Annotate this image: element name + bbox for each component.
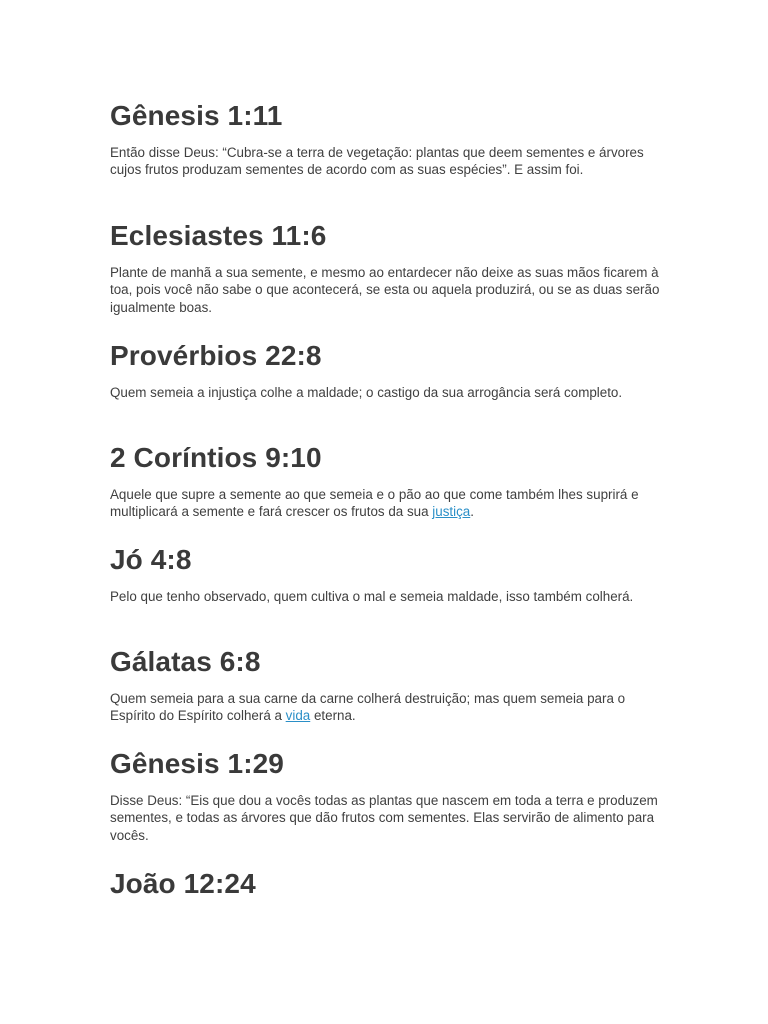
verse-genesis-1-11	[110, 98, 662, 218]
verse-text: Disse Deus: “Eis que dou a vocês todas as plantas que nascem em toda a terra e produzem sementes, e todas as árvores que dão frutos com sementes. Elas servirão de alimento para vocês.	[110, 793, 658, 843]
verse-title: Provérbios 22:8	[110, 340, 322, 371]
verse-title: Gênesis 1:29	[110, 748, 284, 779]
verse-text: Pelo que tenho observado, quem cultiva o mal e semeia maldade, isso também colherá.	[110, 589, 634, 604]
verse-2-corintios-9-10	[110, 440, 662, 542]
verse-title: João 12:24	[110, 868, 256, 899]
verse-text-before: Aquele que supre a semente ao que semeia e o pão ao que come também lhes suprirá e multiplicará a semente e fará crescer os frutos da sua	[110, 487, 639, 520]
verse-jo-4-8	[110, 542, 662, 644]
link-vida[interactable]: vida	[285, 708, 311, 724]
verse-title: Eclesiastes 11:6	[110, 220, 327, 251]
verse-eclesiastes-11-6	[110, 218, 662, 338]
verse-title: Gálatas 6:8	[110, 646, 261, 677]
verse-text	[110, 486, 662, 521]
verse-joao-12-24	[110, 866, 662, 906]
verse-text: Quem semeia a injustiça colhe a maldade; o castigo da sua arrogância será completo.	[110, 385, 623, 400]
verse-text: Plante de manhã a sua semente, e mesmo ao entardecer não deixe as suas mãos ficarem à toa, pois você não sabe o que acontecerá, se esta ou aquela produzirá, ou se as duas serão igualmente boas.	[110, 265, 660, 315]
verse-title: Gênesis 1:11	[110, 100, 283, 131]
verse-text-before: Quem semeia para a sua carne da carne colherá destruição; mas quem semeia para o Espírito do Espírito colherá a	[110, 691, 626, 724]
verse-proverbios-22-8	[110, 338, 662, 440]
verse-text-after: .	[470, 504, 474, 520]
verse-galatas-6-8	[110, 644, 662, 746]
document-page	[110, 98, 662, 906]
verse-text	[110, 690, 662, 725]
verse-title: 2 Coríntios 9:10	[110, 442, 322, 473]
verse-text-after: eterna.	[310, 708, 356, 724]
link-justica[interactable]: justiça	[432, 504, 471, 520]
verse-genesis-1-29	[110, 746, 662, 866]
verse-text: Então disse Deus: “Cubra-se a terra de vegetação: plantas que deem sementes e árvores cujos frutos produzam sementes de acordo com as suas espécies”. E assim foi.	[110, 145, 644, 178]
verse-title: Jó 4:8	[110, 544, 192, 575]
